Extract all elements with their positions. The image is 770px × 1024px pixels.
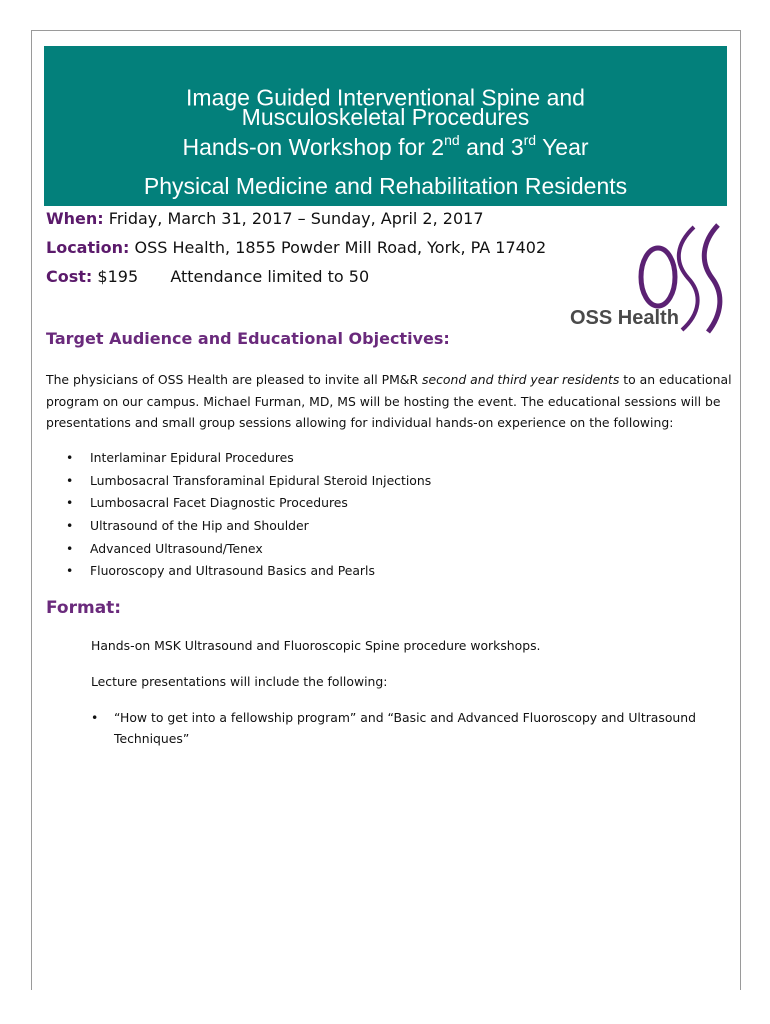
event-location (46, 238, 546, 257)
oss-health-logo (566, 222, 734, 334)
location-label: Location: (46, 238, 130, 257)
logo-text: OSS Health (570, 307, 679, 329)
list-item: • Ultrasound of the Hip and Shoulder (66, 518, 309, 534)
banner-title-line-2: Musculoskeletal Procedures (241, 104, 530, 130)
format-list-item: • “How to get into a fellowship program” and “Basic and Advanced Fluoroscopy and Ultrasound Techniques” (91, 710, 696, 746)
title-banner (44, 46, 727, 206)
format-line-2: Lecture presentations will include the following: (91, 674, 388, 689)
cost-label: Cost: (46, 267, 93, 286)
list-item: • Lumbosacral Transforaminal Epidural Steroid Injections (66, 472, 432, 488)
list-item: • Advanced Ultrasound/Tenex (66, 540, 263, 556)
objectives-heading: Target Audience and Educational Objectives: (46, 329, 450, 348)
list-item: • Lumbosacral Facet Diagnostic Procedures (66, 495, 348, 511)
list-item: • Interlaminar Epidural Procedures (66, 450, 294, 465)
cost-value: $195 (97, 267, 139, 286)
list-item: • Fluoroscopy and Ultrasound Basics and Pearls (66, 563, 375, 579)
event-when (46, 209, 484, 228)
attendance-note: Attendance limited to 50 (170, 267, 370, 286)
objectives-list (66, 447, 431, 583)
when-value: Friday, March 31, 2017 – Sunday, April 2, 2017 (108, 209, 484, 228)
banner-title-line-4: Physical Medicine and Rehabilitation Residents (143, 173, 628, 199)
banner-title-line-3: Hands-on Workshop for 2nd and 3rd Year (182, 132, 589, 160)
format-line-1: Hands-on MSK Ultrasound and Fluoroscopic Spine procedure workshops. (91, 638, 541, 653)
format-heading: Format: (46, 598, 122, 618)
banner-title-line-1: Image Guided Interventional Spine and (186, 84, 585, 111)
location-value: OSS Health, 1855 Powder Mill Road, York, PA 17402 (134, 238, 547, 257)
objectives-paragraph: The physicians of OSS Health are pleased to invite all PM&R second and third year residents to an educational program on our campus. Michael Furman, MD, MS will be hosting the event. The educational sessions will be presentations and small group sessions allowing for individual hands-on experience on the following: (46, 372, 732, 430)
event-cost (46, 267, 369, 286)
when-label: When: (46, 209, 104, 228)
